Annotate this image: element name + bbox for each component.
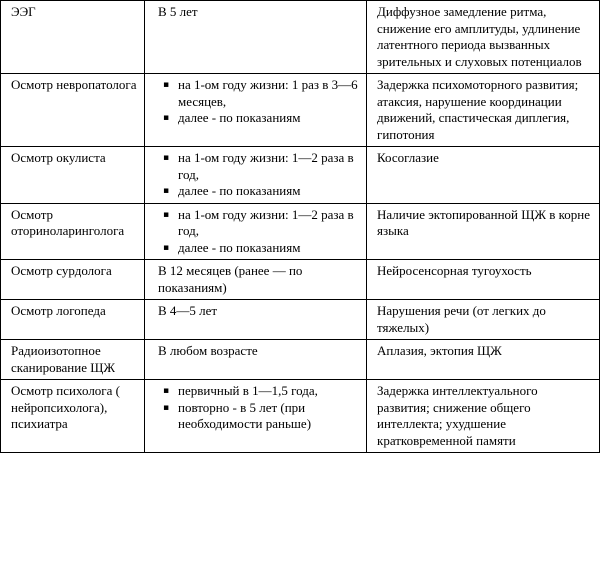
findings-cell: Нейросенсорная тугоухость	[367, 260, 600, 300]
timing-list-item: ▪ на 1-ом году жизни: 1 раз в 3—6 месяцев,	[158, 77, 360, 110]
findings-cell: Диффузное замедление ритма, снижение его амплитуды, удлинение латентного периода вызванных зрительных и слуховых потенциалов	[367, 1, 600, 74]
table-row	[1, 203, 600, 260]
timing-cell	[145, 203, 367, 260]
timing-list-item: ▪ на 1-ом году жизни: 1—2 раза в год,	[158, 150, 360, 183]
timing-list	[158, 207, 360, 257]
table-row	[1, 380, 600, 453]
timing-cell	[145, 147, 367, 204]
exam-cell: Осмотр логопеда	[1, 300, 145, 340]
exam-cell: ЭЭГ	[1, 1, 145, 74]
exam-cell: Осмотр невропатолога	[1, 74, 145, 147]
findings-cell: Задержка интеллектуального развития; снижение общего интеллекта; ухудшение кратковременной памяти	[367, 380, 600, 453]
findings-cell: Аплазия, эктопия ЩЖ	[367, 340, 600, 380]
timing-cell	[145, 380, 367, 453]
timing-list	[158, 77, 360, 127]
findings-cell: Нарушения речи (от легких до тяжелых)	[367, 300, 600, 340]
exam-cell: Осмотр окулиста	[1, 147, 145, 204]
timing-cell: В 12 месяцев (ранее — по показаниям)	[145, 260, 367, 300]
findings-cell: Задержка психомоторного развития; атаксия, нарушение координации движений, спастическая диплегия, гипотония	[367, 74, 600, 147]
table-row	[1, 300, 600, 340]
timing-list-item: ▪ далее - по показаниям	[158, 183, 360, 200]
findings-cell: Наличие эктопированной ЩЖ в корне языка	[367, 203, 600, 260]
table-row	[1, 147, 600, 204]
timing-list-item: ▪ на 1-ом году жизни: 1—2 раза в год,	[158, 207, 360, 240]
timing-cell	[145, 74, 367, 147]
table-row	[1, 260, 600, 300]
exam-cell: Осмотр психолога ( нейропсихолога), психиатра	[1, 380, 145, 453]
timing-list	[158, 150, 360, 200]
timing-list-item: ▪ далее - по показаниям	[158, 110, 360, 127]
timing-list-item: ▪ повторно - в 5 лет (при необходимости раньше)	[158, 400, 360, 433]
table-body	[1, 1, 600, 453]
timing-list-item: ▪ первичный в 1—1,5 года,	[158, 383, 360, 400]
exam-cell: Осмотр оториноларинголога	[1, 203, 145, 260]
table-row	[1, 1, 600, 74]
exam-cell: Осмотр сурдолога	[1, 260, 145, 300]
timing-cell: В 5 лет	[145, 1, 367, 74]
findings-cell: Косоглазие	[367, 147, 600, 204]
timing-list	[158, 383, 360, 433]
table-row	[1, 340, 600, 380]
exam-cell: Радиоизотопное сканирование ЩЖ	[1, 340, 145, 380]
table-row	[1, 74, 600, 147]
timing-cell: В любом возрасте	[145, 340, 367, 380]
timing-list-item: ▪ далее - по показаниям	[158, 240, 360, 257]
timing-cell: В 4—5 лет	[145, 300, 367, 340]
